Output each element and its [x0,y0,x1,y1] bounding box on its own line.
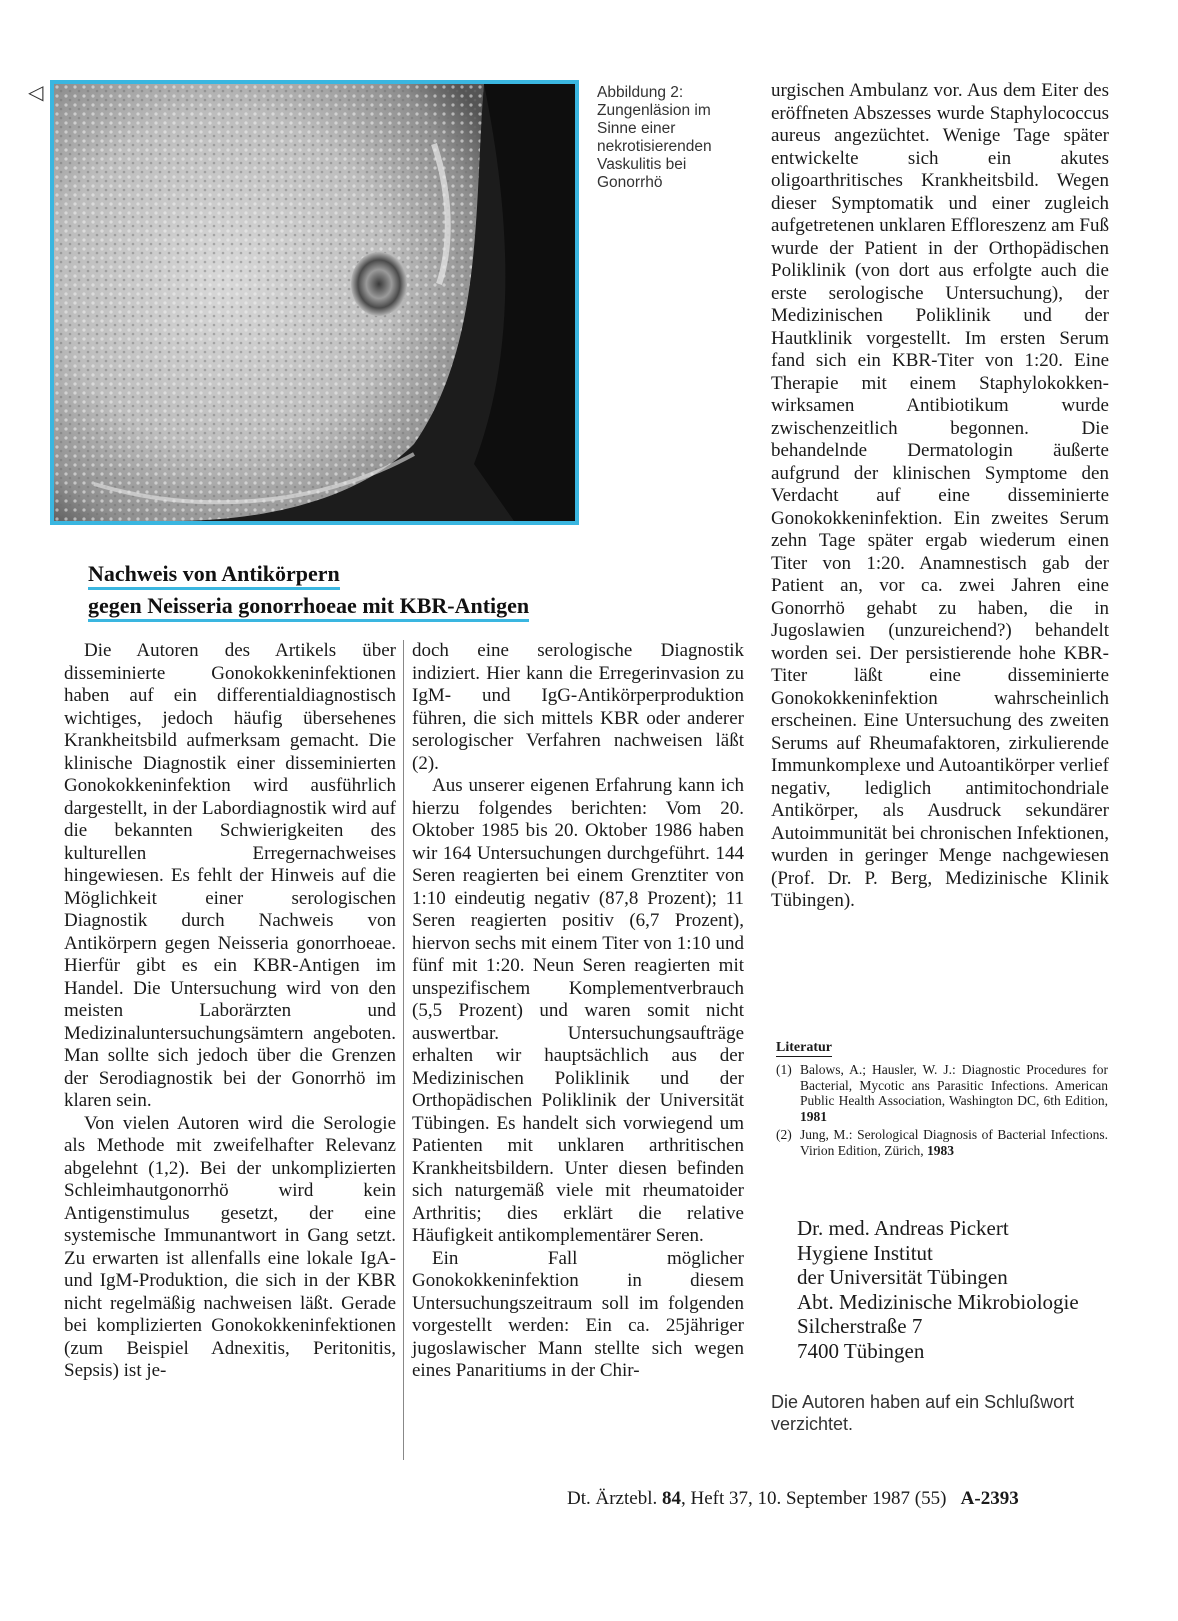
page-number: A-2393 [960,1488,1019,1509]
caption-line: Abbildung 2: [597,84,684,101]
author-address [797,1216,1079,1363]
address-line: Dr. med. Andreas Pickert [797,1216,1009,1240]
page-footer [567,1488,1019,1510]
reference-item [776,1127,1108,1158]
address-line: der Universität Tübingen [797,1265,1008,1289]
paragraph: Von vielen Autoren wird die Serologie als Methode mit zweifelhafter Relevanz abgelehnt (1,2). Bei der unkomplizierten Schleimhautgonorrhö wird kein Antigenstimulus gesetzt, der eine systemische Immunantwort in Gang setzt. Zu erwarten ist allenfalls eine lokale IgA- und IgM-Produktion, die sich in der KBR nicht regelmäßig nachweisen läßt. Gerade bei komplizierten Gonokokkeninfektionen (zum Beispiel Adnexitis, Peritonitis, Sepsis) ist je- [64,1112,396,1381]
address-line: 7400 Tübingen [797,1338,925,1363]
caption-line: Gonorrhö [597,174,663,191]
journal-issue: , Heft 37, 10. September 1987 (55) [680,1488,947,1509]
back-marker: ◁ [28,80,44,104]
paragraph: urgischen Ambulanz vor. Aus dem Eiter des eröffneten Abszesses wurde Staphylococcus aureus angezüchtet. Wenige Tage später entwickelte sich ein akutes oligoarthritisches Krankheitsbild. Wegen dieser Symptomatik und einer zugleich aufgetretenen unklaren Effloreszenz am Fuß wurde der Patient in der Orthopädischen Poliklinik (von dort aus erfolgte auch die erste serologische Untersuchung), der Medizinischen Poliklinik und der Hautklinik vorgestellt. Im ersten Serum fand sich ein KBR-Titer von 1:20. Eine Therapie mit einem Staphylokokken-wirksamen Antibiotikum wurde zwischenzeitlich begonnen. Die behandelnde Dermatologin äußerte aufgrund der klinischen Symptome den Verdacht auf eine disseminierte Gonokokkeninfektion. Ein zweites Serum zehn Tage später ergab wiederum einen Titer von 1:20. Anamnestisch gab der Patient an, vor ca. zwei Jahren eine Gonorrhö gehabt zu haben, die in Jugoslawien (unzureichend?) behandelt worden sei. Der persistierende hohe KBR-Titer läßt eine disseminierte Gonokokkeninfektion wahrscheinlich erscheinen. Eine Untersuchung des zweiten Serums auf Rheumafaktoren, zirkulierende Immunkomplexe und Autoantikörper verlief negativ, lediglich antimitochondriale Antikörper, als Ausdruck sekundärer Autoimmunität bei chronischen Infektionen, wurden in geringer Menge nachgewiesen (Prof. Dr. P. Berg, Medizinische Klinik Tübingen). [771,80,1109,911]
column-divider [403,640,404,1460]
reference-number: (1) [776,1062,792,1077]
caption-line: Zungenläsion im [597,102,711,119]
heading-line-1: Nachweis von Antikörpern [88,560,340,590]
body-column-1 [64,640,396,1383]
journal-name: Dt. Ärztebl. [567,1488,658,1509]
figure-image [50,80,579,525]
caption-line: nekrotisierenden [597,138,712,155]
reference-number: (2) [776,1127,792,1142]
literature-list [776,1062,1108,1161]
tongue-lesion-photo [54,84,575,521]
paragraph: doch eine serologische Diagnostik indiziert. Hier kann die Erregerinvasion zu IgM- und IgG-Antikörperproduktion führen, die sich mittels KBR oder anderer serologischer Verfahren nachweisen läßt (2). [412,640,744,774]
paragraph: Ein Fall möglicher Gonokokkeninfektion in diesem Untersuchungszeitraum soll im folgenden vorgestellt werden: Ein ca. 25jähriger jugoslawischer Mann stellte sich wegen eines Panaritiums in der Chir- [412,1247,744,1381]
closing-note: Die Autoren haben auf ein Schlußwort verzichtet. [771,1392,1075,1434]
reference-text: Balows, A.; Hausler, W. J.: Diagnostic Procedures for Bacterial, Mycotic ans Parasitic Infections. American Public Health Association, Washington DC, 6th Edition, 1981 [800,1062,1108,1124]
literature-heading: Literatur [776,1040,832,1055]
address-line: Hygiene Institut [797,1240,933,1265]
address-line: Silcherstraße 7 [797,1314,923,1338]
heading-line-2: gegen Neisseria gonorrhoeae mit KBR-Antigen [88,592,529,622]
paragraph: Aus unserer eigenen Erfahrung kann ich hierzu folgendes berichten: Vom 20. Oktober 1985 bis 20. Oktober 1986 haben wir 164 Untersuchungen durchgeführt. 144 Seren reagierten bei einem Grenztiter von 1:10 eindeutig negativ (87,8 Prozent); 11 Seren reagierten positiv (6,7 Prozent), hiervon sechs mit einem Titer von 1:10 und fünf mit 1:20. Neun Seren reagierten mit unspezifischem Komplementverbrauch (5,5 Prozent) und waren somit nicht auswertbar. Untersuchungsaufträge erhalten wir hauptsächlich aus der Medizinischen Poliklinik und der Orthopädischen Poliklinik der Universität Tübingen. Es handelt sich vorwiegend um Patienten mit unklaren arthritischen Krankheitsbildern. Unter diesen befinden sich naturgemäß viele mit rheumatoider Arthritis; dies erklärt die relative Häufigkeit antikomplementärer Seren. [412,775,744,1246]
caption-line: Vaskulitis bei [597,156,687,173]
article-heading [88,560,529,624]
reference-year: 1981 [800,1108,827,1124]
figure-caption [597,84,747,192]
body-column-2 [412,640,744,1383]
journal-volume: 84 [661,1488,681,1509]
address-line: Abt. Medizinische Mikrobiologie [797,1289,1079,1314]
body-column-3 [771,80,1109,913]
reference-year: 1983 [927,1142,955,1158]
reference-item [776,1062,1108,1124]
reference-text: Jung, M.: Serological Diagnosis of Bacterial Infections. Virion Edition, Zürich, 1983 [800,1127,1108,1158]
caption-line: Sinne einer [597,120,676,137]
paragraph: Die Autoren des Artikels über disseminierte Gonokokkeninfektionen haben auf ein differentialdiagnostisch wichtiges, jedoch häufig übersehenes Krankheitsbild aufmerksam gemacht. Die klinische Diagnostik einer disseminierten Gonokokkeninfektion wird ausführlich dargestellt, in der Labordiagnostik wird auf die bekannten Schwierigkeiten des kulturellen Erregernachweises hingewiesen. Es fehlt der Hinweis auf die Möglichkeit einer serologischen Diagnostik durch Nachweis von Antikörpern gegen Neisseria gonorrhoeae. Hierfür gibt es ein KBR-Antigen im Handel. Die Untersuchung wird von den meisten Laborärzten und Medizinaluntersuchungsämtern angeboten. Man sollte sich jedoch über die Grenzen der Serodiagnostik bei der Gonorrhö im klaren sein. [64,640,396,1111]
